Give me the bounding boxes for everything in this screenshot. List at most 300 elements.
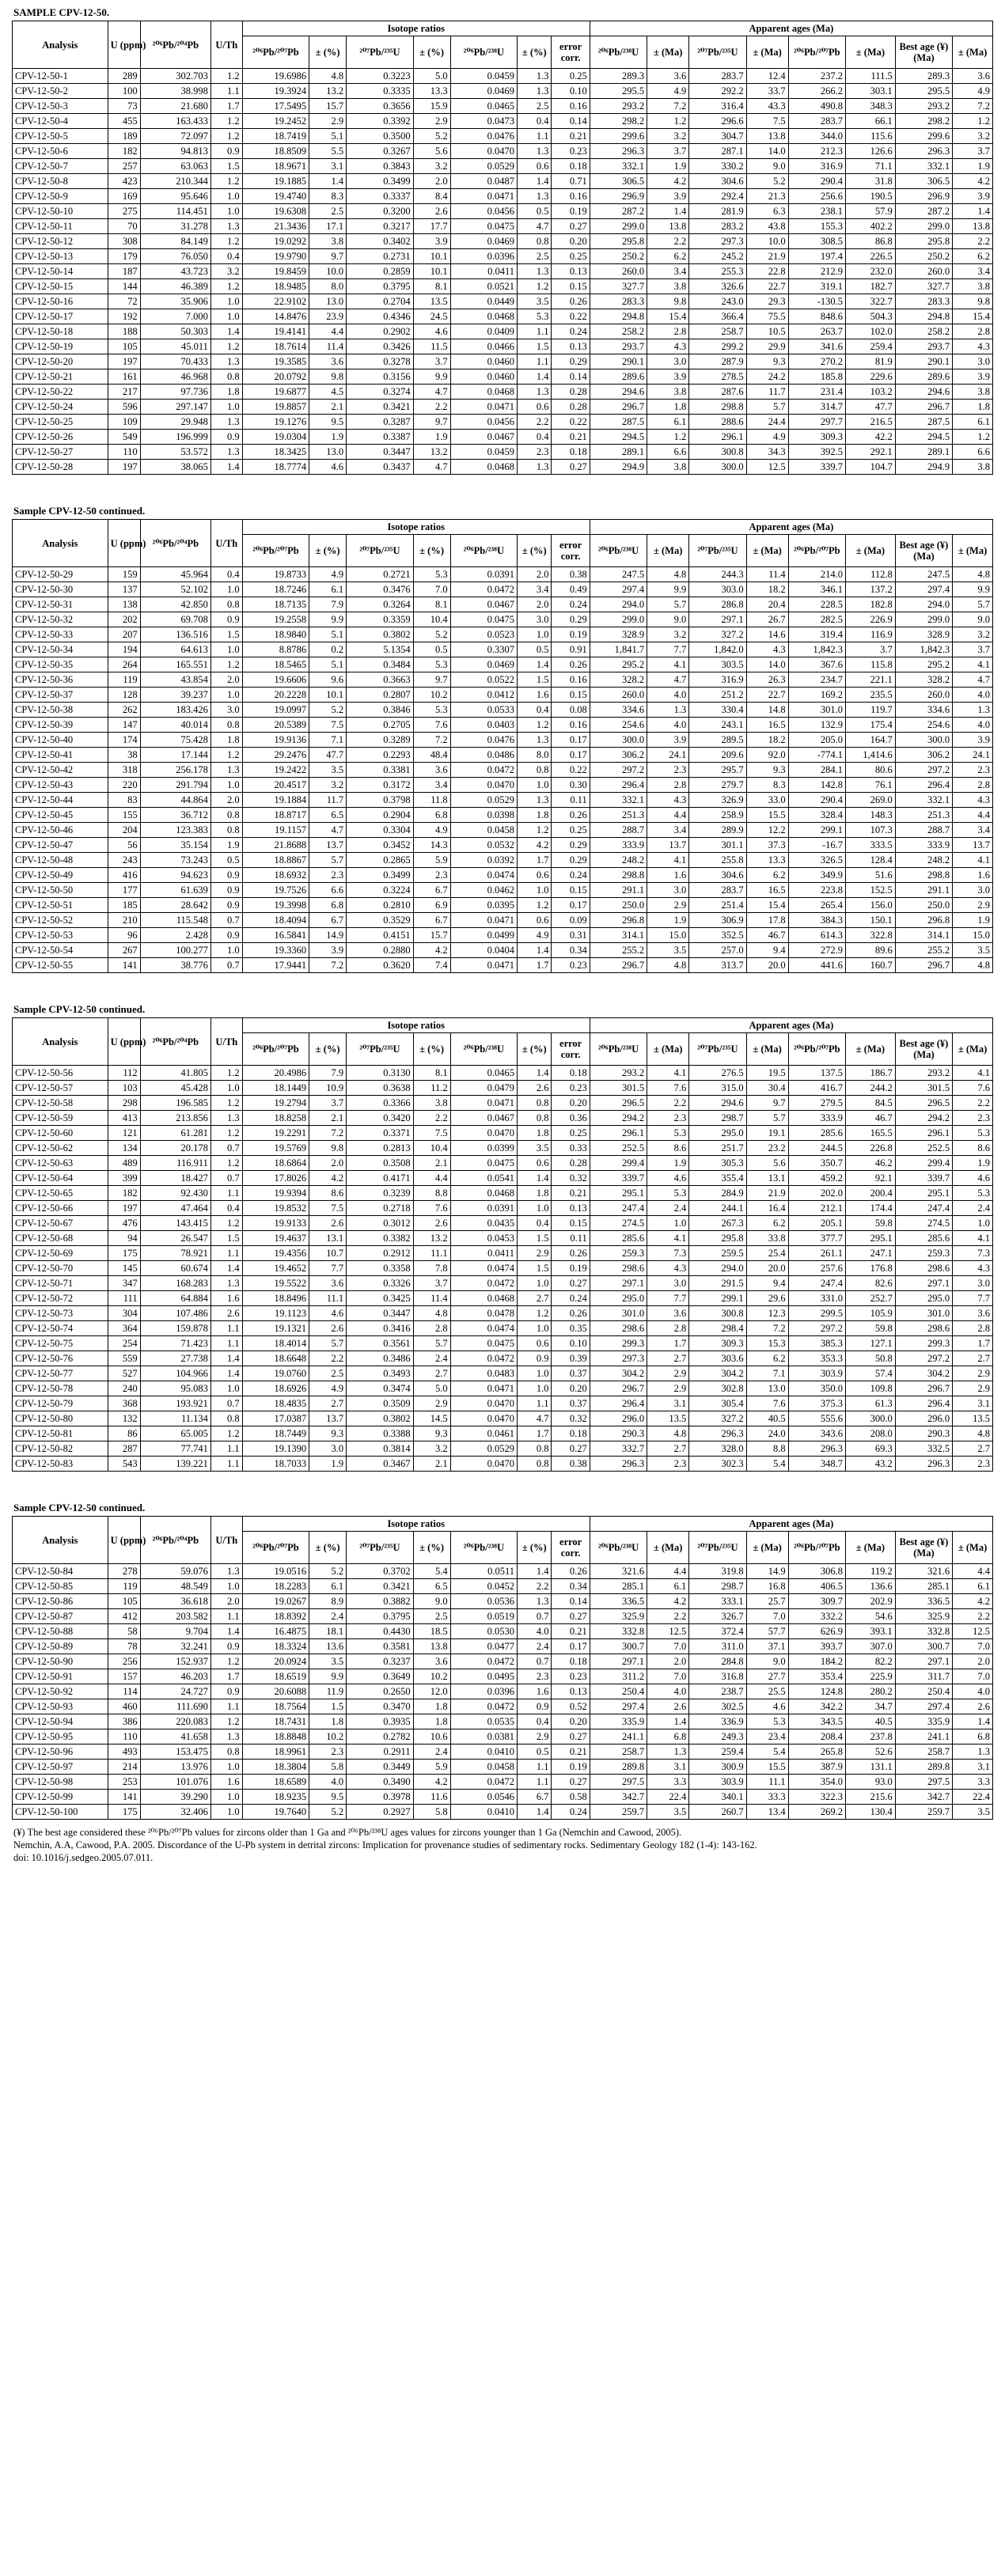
- table-cell: 1.5: [210, 627, 242, 642]
- table-cell: 4.4: [953, 808, 993, 823]
- table-cell: 0.9: [210, 430, 242, 445]
- table-cell: 303.9: [788, 1366, 845, 1381]
- table-cell: 250.0: [590, 898, 647, 913]
- table-cell: 50.8: [846, 1351, 896, 1366]
- table-cell: 0.3484: [347, 657, 413, 672]
- table-cell: 1.1: [210, 1699, 242, 1714]
- table-cell: 0.0522: [450, 672, 517, 688]
- table-cell: 278: [108, 1564, 140, 1579]
- table-cell: 19.2558: [242, 612, 309, 627]
- table-cell: 0.3421: [347, 1579, 413, 1594]
- table-cell: 1.0: [518, 1366, 552, 1381]
- table-cell: 26.7: [746, 612, 788, 627]
- table-cell: 8.0: [518, 748, 552, 763]
- column-header: ± (Ma): [746, 1532, 788, 1564]
- column-header: U/Th: [210, 1517, 242, 1564]
- table-cell: 6.7: [309, 913, 347, 928]
- table-cell: 15.4: [953, 309, 993, 324]
- table-cell: 274.5: [895, 1216, 952, 1231]
- table-cell: 0.3978: [347, 1790, 413, 1805]
- analysis-id-cell: CPV-12-50-2: [13, 84, 108, 99]
- table-row: [13, 567, 993, 582]
- table-row: [13, 928, 993, 943]
- table-cell: 325.9: [895, 1609, 952, 1624]
- table-cell: 7.2: [953, 99, 993, 114]
- table-cell: 45.964: [140, 567, 210, 582]
- column-header: ²⁰⁶Pb/²⁰⁷Pb: [242, 1033, 309, 1066]
- table-cell: 247.4: [590, 1201, 647, 1216]
- table-cell: 295.5: [590, 84, 647, 99]
- table-cell: 0.17: [552, 748, 590, 763]
- table-row: [13, 1609, 993, 1624]
- table-cell: 64.884: [140, 1291, 210, 1306]
- table-cell: 1.2: [210, 1426, 242, 1441]
- table-cell: 0.0396: [450, 1684, 517, 1699]
- table-cell: 341.6: [788, 339, 845, 354]
- table-cell: 3.4: [953, 823, 993, 838]
- table-cell: 43.8: [746, 219, 788, 234]
- table-cell: 0.91: [552, 642, 590, 657]
- table-cell: 303.5: [689, 657, 746, 672]
- table-cell: 316.8: [689, 1669, 746, 1684]
- analysis-id-cell: CPV-12-50-54: [13, 943, 108, 958]
- table-cell: 9.4: [746, 943, 788, 958]
- table-cell: 0.24: [552, 1291, 590, 1306]
- table-cell: 1.3: [518, 793, 552, 808]
- table-cell: 304.2: [689, 1366, 746, 1381]
- table-cell: 5.6: [746, 1156, 788, 1171]
- table-cell: 1.0: [210, 582, 242, 597]
- table-cell: 0.0468: [450, 1291, 517, 1306]
- table-cell: 1.3: [210, 1276, 242, 1291]
- table-cell: 5.3: [413, 657, 450, 672]
- table-cell: 7.5: [309, 718, 347, 733]
- table-row: [13, 324, 993, 339]
- table-cell: 287.2: [895, 204, 952, 219]
- table-cell: 330.4: [689, 703, 746, 718]
- table-cell: 278.5: [689, 369, 746, 385]
- table-cell: 18.4835: [242, 1396, 309, 1411]
- table-cell: 7.6: [413, 1201, 450, 1216]
- table-cell: 1.4: [518, 1564, 552, 1579]
- table-cell: 9.0: [647, 612, 689, 627]
- table-cell: 9.4: [746, 1276, 788, 1291]
- table-cell: 1.9: [210, 838, 242, 853]
- table-cell: 1.0: [518, 1276, 552, 1291]
- table-cell: 3.5: [647, 943, 689, 958]
- table-cell: 43.854: [140, 672, 210, 688]
- table-cell: 1.7: [518, 853, 552, 868]
- table-row: [13, 1351, 993, 1366]
- table-row: [13, 1336, 993, 1351]
- table-cell: 0.16: [552, 99, 590, 114]
- table-cell: 3.8: [309, 234, 347, 249]
- table-row: [13, 189, 993, 204]
- table-cell: 1.1: [210, 84, 242, 99]
- table-cell: 1.9: [413, 430, 450, 445]
- table-cell: 295.0: [590, 1291, 647, 1306]
- table-cell: 2.2: [647, 1096, 689, 1111]
- table-cell: 59.076: [140, 1564, 210, 1579]
- table-cell: 1.8: [413, 1699, 450, 1714]
- table-cell: 78: [108, 1639, 140, 1654]
- analysis-id-cell: CPV-12-50-87: [13, 1609, 108, 1624]
- table-cell: 285.1: [895, 1579, 952, 1594]
- table-cell: 6.1: [309, 582, 347, 597]
- table-cell: 0.15: [552, 883, 590, 898]
- table-cell: 297.147: [140, 400, 210, 415]
- column-header: Analysis: [13, 1517, 108, 1564]
- table-cell: 6.8: [309, 898, 347, 913]
- table-cell: 2.1: [413, 1156, 450, 1171]
- table-row: [13, 1186, 993, 1201]
- table-cell: 0.0521: [450, 279, 517, 294]
- table-cell: 299.5: [788, 1306, 845, 1321]
- table-cell: 339.7: [788, 460, 845, 475]
- table-cell: 11.8: [413, 793, 450, 808]
- analysis-id-cell: CPV-12-50-31: [13, 597, 108, 612]
- table-row: [13, 1714, 993, 1729]
- table-cell: 258.7: [895, 1744, 952, 1760]
- table-cell: 2.7: [647, 1441, 689, 1457]
- table-cell: 1.5: [518, 1231, 552, 1246]
- table-cell: 3.6: [647, 69, 689, 84]
- table-cell: 295.1: [590, 1186, 647, 1201]
- table-cell: 1.3: [647, 703, 689, 718]
- table-cell: 4.8: [953, 958, 993, 973]
- table-cell: 19.5769: [242, 1141, 309, 1156]
- table-cell: 132.9: [788, 718, 845, 733]
- table-cell: 333.1: [689, 1594, 746, 1609]
- table-cell: 0.3508: [347, 1156, 413, 1171]
- table-cell: 353.4: [788, 1669, 845, 1684]
- table-cell: 4.2: [647, 174, 689, 189]
- table-cell: 299.3: [895, 1336, 952, 1351]
- table-cell: 3.0: [647, 883, 689, 898]
- table-cell: 9.7: [309, 249, 347, 264]
- table-cell: 342.2: [788, 1699, 845, 1714]
- table-cell: 0.0468: [450, 385, 517, 400]
- table-cell: 3.0: [647, 354, 689, 369]
- table-cell: 289.5: [689, 733, 746, 748]
- table-cell: 1.3: [210, 763, 242, 778]
- table-cell: 1.3: [210, 1564, 242, 1579]
- table-cell: 0.3264: [347, 597, 413, 612]
- table-cell: 343.5: [788, 1714, 845, 1729]
- table-cell: 258.7: [590, 1744, 647, 1760]
- table-cell: 0.39: [552, 1351, 590, 1366]
- table-cell: 330.2: [689, 159, 746, 174]
- table-cell: 1.3: [210, 1729, 242, 1744]
- analysis-id-cell: CPV-12-50-65: [13, 1186, 108, 1201]
- table-cell: 18.2: [746, 582, 788, 597]
- table-cell: 34.7: [846, 1699, 896, 1714]
- table-cell: 0.8: [210, 718, 242, 733]
- table-cell: 342.7: [895, 1790, 952, 1805]
- table-cell: 4.7: [413, 460, 450, 475]
- table-cell: 45.428: [140, 1081, 210, 1096]
- table-cell: 23.2: [746, 1141, 788, 1156]
- table-cell: 1.3: [210, 354, 242, 369]
- table-cell: 4.2: [953, 1594, 993, 1609]
- table-cell: 18.7246: [242, 582, 309, 597]
- table-cell: 5.2: [309, 1805, 347, 1820]
- column-header: ± (%): [309, 1033, 347, 1066]
- table-cell: 4.6: [413, 324, 450, 339]
- table-cell: 2.9: [953, 1366, 993, 1381]
- table-cell: 89.6: [846, 943, 896, 958]
- table-cell: 2.4: [413, 1744, 450, 1760]
- table-cell: 24.4: [746, 415, 788, 430]
- table-cell: 234.7: [788, 672, 845, 688]
- table-cell: 251.4: [689, 898, 746, 913]
- table-cell: 288.6: [689, 415, 746, 430]
- table-cell: 1.3: [518, 144, 552, 159]
- analysis-id-cell: CPV-12-50-76: [13, 1351, 108, 1366]
- table-cell: 0.3447: [347, 445, 413, 460]
- analysis-id-cell: CPV-12-50-21: [13, 369, 108, 385]
- table-cell: 4.5: [309, 385, 347, 400]
- column-header: ²⁰⁶Pb/²⁰⁷Pb: [242, 36, 309, 69]
- column-header: ²⁰⁷Pb/²³⁵U: [347, 1033, 413, 1066]
- table-cell: 2.9: [518, 1729, 552, 1744]
- table-cell: 214: [108, 1760, 140, 1775]
- table-cell: 1.2: [210, 748, 242, 763]
- table-cell: 291.5: [689, 1276, 746, 1291]
- table-cell: 299.3: [590, 1336, 647, 1351]
- table-cell: 3.5: [953, 1805, 993, 1820]
- table-cell: 1.4: [647, 1714, 689, 1729]
- table-cell: 0.2807: [347, 688, 413, 703]
- table-cell: 296.0: [590, 1411, 647, 1426]
- table-cell: 257.0: [689, 943, 746, 958]
- analysis-id-cell: CPV-12-50-15: [13, 279, 108, 294]
- table-cell: 1.3: [518, 264, 552, 279]
- table-cell: 3.7: [309, 1096, 347, 1111]
- table-cell: 10.2: [413, 1669, 450, 1684]
- analysis-id-cell: CPV-12-50-66: [13, 1201, 108, 1216]
- table-cell: 368: [108, 1396, 140, 1411]
- table-cell: 3.6: [953, 1306, 993, 1321]
- table-cell: 100.277: [140, 943, 210, 958]
- table-cell: 9.9: [953, 582, 993, 597]
- table-cell: 0.0460: [450, 354, 517, 369]
- table-cell: 7.0: [413, 582, 450, 597]
- table-cell: 0.30: [552, 778, 590, 793]
- table-cell: 150.1: [846, 913, 896, 928]
- table-cell: 0.21: [552, 1624, 590, 1639]
- table-cell: 0.3287: [347, 415, 413, 430]
- table-cell: 25.7: [746, 1594, 788, 1609]
- table-cell: 18.3324: [242, 1639, 309, 1654]
- table-cell: 205.1: [788, 1216, 845, 1231]
- table-cell: 4.4: [647, 808, 689, 823]
- table-cell: 175: [108, 1246, 140, 1261]
- table-cell: 196.999: [140, 430, 210, 445]
- table-cell: 202.0: [788, 1186, 845, 1201]
- table-cell: 326.7: [689, 1609, 746, 1624]
- table-cell: 131.1: [846, 1760, 896, 1775]
- table-cell: 19.4356: [242, 1246, 309, 1261]
- table-cell: 254.6: [590, 718, 647, 733]
- analysis-id-cell: CPV-12-50-34: [13, 642, 108, 657]
- table-cell: 259.3: [590, 1246, 647, 1261]
- table-cell: 297.2: [590, 763, 647, 778]
- table-cell: 9.0: [746, 159, 788, 174]
- table-cell: 375.3: [788, 1396, 845, 1411]
- table-cell: 303.6: [689, 1351, 746, 1366]
- table-cell: 332.8: [895, 1624, 952, 1639]
- table-cell: 119.7: [846, 703, 896, 718]
- table-cell: 4.8: [647, 1426, 689, 1441]
- table-cell: 0.8: [210, 369, 242, 385]
- table-cell: 9.7: [413, 415, 450, 430]
- table-cell: 19.1123: [242, 1306, 309, 1321]
- table-cell: 269.2: [788, 1805, 845, 1820]
- column-header: Apparent ages (Ma): [590, 520, 992, 535]
- table-cell: 3.8: [647, 279, 689, 294]
- table-cell: 0.0511: [450, 1564, 517, 1579]
- table-cell: 302.3: [689, 1457, 746, 1472]
- table-cell: 314.7: [788, 400, 845, 415]
- table-cell: 139.221: [140, 1457, 210, 1472]
- table-cell: 0.2902: [347, 324, 413, 339]
- table-cell: 11.1: [413, 1246, 450, 1261]
- table-cell: 132: [108, 1411, 140, 1426]
- table-cell: 258.9: [689, 808, 746, 823]
- table-cell: 1.3: [518, 385, 552, 400]
- table-cell: 14.0: [746, 657, 788, 672]
- table-cell: 493: [108, 1744, 140, 1760]
- table-cell: 300.8: [689, 1306, 746, 1321]
- table-cell: 0.2293: [347, 748, 413, 763]
- column-header: ²⁰⁷Pb/²³⁵U: [689, 1532, 746, 1564]
- table-cell: 1.1: [210, 1186, 242, 1201]
- column-header: ± (Ma): [647, 36, 689, 69]
- table-cell: 300.9: [689, 1760, 746, 1775]
- table-cell: 311.2: [590, 1669, 647, 1684]
- table-cell: 0.18: [552, 1426, 590, 1441]
- table-cell: 4.6: [309, 460, 347, 475]
- table-cell: 247.4: [895, 1201, 952, 1216]
- table-cell: 386: [108, 1714, 140, 1729]
- table-cell: 377.7: [788, 1231, 845, 1246]
- table-cell: 7.2: [413, 733, 450, 748]
- table-cell: 4.8: [647, 958, 689, 973]
- table-cell: 65.005: [140, 1426, 210, 1441]
- table-cell: 2.4: [518, 1639, 552, 1654]
- table-cell: 2.2: [413, 1111, 450, 1126]
- table-cell: 0.23: [552, 958, 590, 973]
- table-cell: 15.4: [647, 309, 689, 324]
- table-cell: 17.7: [413, 219, 450, 234]
- table-cell: 39.290: [140, 1790, 210, 1805]
- table-cell: 174.4: [846, 1201, 896, 1216]
- table-cell: 185: [108, 898, 140, 913]
- table-row: [13, 174, 993, 189]
- table-row: [13, 958, 993, 973]
- table-cell: 303.0: [689, 582, 746, 597]
- table-row: [13, 853, 993, 868]
- table-cell: 1.3: [518, 189, 552, 204]
- table-cell: 7.0: [647, 1639, 689, 1654]
- table-cell: 0.9: [210, 144, 242, 159]
- table-cell: 0.2782: [347, 1729, 413, 1744]
- column-header: ²⁰⁶Pb/²⁰⁷Pb: [242, 535, 309, 567]
- table-cell: 103: [108, 1081, 140, 1096]
- table-cell: 297.2: [895, 763, 952, 778]
- table-cell: 9.9: [647, 582, 689, 597]
- table-cell: 0.7: [210, 1396, 242, 1411]
- table-cell: 298.8: [590, 868, 647, 883]
- table-cell: 6.1: [309, 1579, 347, 1594]
- table-cell: 251.7: [689, 1141, 746, 1156]
- table-cell: 194: [108, 642, 140, 657]
- table-cell: 0.3304: [347, 823, 413, 838]
- table-cell: 296.3: [590, 1457, 647, 1472]
- table-cell: 13.7: [309, 838, 347, 853]
- table-cell: 207: [108, 627, 140, 642]
- table-cell: 10.4: [413, 612, 450, 627]
- table-cell: 16.8: [746, 1579, 788, 1594]
- table-row: [13, 1216, 993, 1231]
- table-cell: 2.4: [309, 1609, 347, 1624]
- table-cell: 19.7526: [242, 883, 309, 898]
- table-cell: 137.5: [788, 1066, 845, 1081]
- table-cell: 17.0387: [242, 1411, 309, 1426]
- table-cell: 4.9: [953, 84, 993, 99]
- table-cell: 18.6864: [242, 1156, 309, 1171]
- analysis-id-cell: CPV-12-50-26: [13, 430, 108, 445]
- table-cell: 141: [108, 1790, 140, 1805]
- table-cell: 4.1: [647, 1231, 689, 1246]
- table-cell: 1,842.3: [788, 642, 845, 657]
- table-cell: 0.0472: [450, 1699, 517, 1714]
- table-cell: 326.5: [788, 853, 845, 868]
- table-cell: 1.5: [210, 1231, 242, 1246]
- table-cell: 19.2291: [242, 1126, 309, 1141]
- table-cell: 0.3388: [347, 1426, 413, 1441]
- table-cell: 174: [108, 733, 140, 748]
- table-cell: 322.8: [846, 928, 896, 943]
- table-cell: 848.6: [788, 309, 845, 324]
- table-cell: 259.3: [895, 1246, 952, 1261]
- analysis-id-cell: CPV-12-50-58: [13, 1096, 108, 1111]
- table-cell: 0.35: [552, 1321, 590, 1336]
- table-cell: 1.2: [518, 279, 552, 294]
- analysis-id-cell: CPV-12-50-25: [13, 415, 108, 430]
- table-cell: 0.4: [210, 567, 242, 582]
- table-cell: 1.8: [413, 1714, 450, 1729]
- analysis-id-cell: CPV-12-50-70: [13, 1261, 108, 1276]
- table-cell: 212.9: [788, 264, 845, 279]
- table-cell: 2.8: [413, 1321, 450, 1336]
- table-row: [13, 1396, 993, 1411]
- table-cell: 12.2: [746, 823, 788, 838]
- table-cell: 4.2: [413, 1775, 450, 1790]
- table-row: [13, 1126, 993, 1141]
- table-cell: 0.23: [552, 1669, 590, 1684]
- column-header: ± (Ma): [953, 1033, 993, 1066]
- table-cell: 0.9: [210, 883, 242, 898]
- table-cell: 2.6: [953, 1699, 993, 1714]
- table-cell: 0.4: [518, 703, 552, 718]
- table-cell: 0.0381: [450, 1729, 517, 1744]
- table-cell: 38.065: [140, 460, 210, 475]
- table-cell: 18.7774: [242, 460, 309, 475]
- table-cell: 319.4: [788, 627, 845, 642]
- table-cell: 3.5: [309, 1654, 347, 1669]
